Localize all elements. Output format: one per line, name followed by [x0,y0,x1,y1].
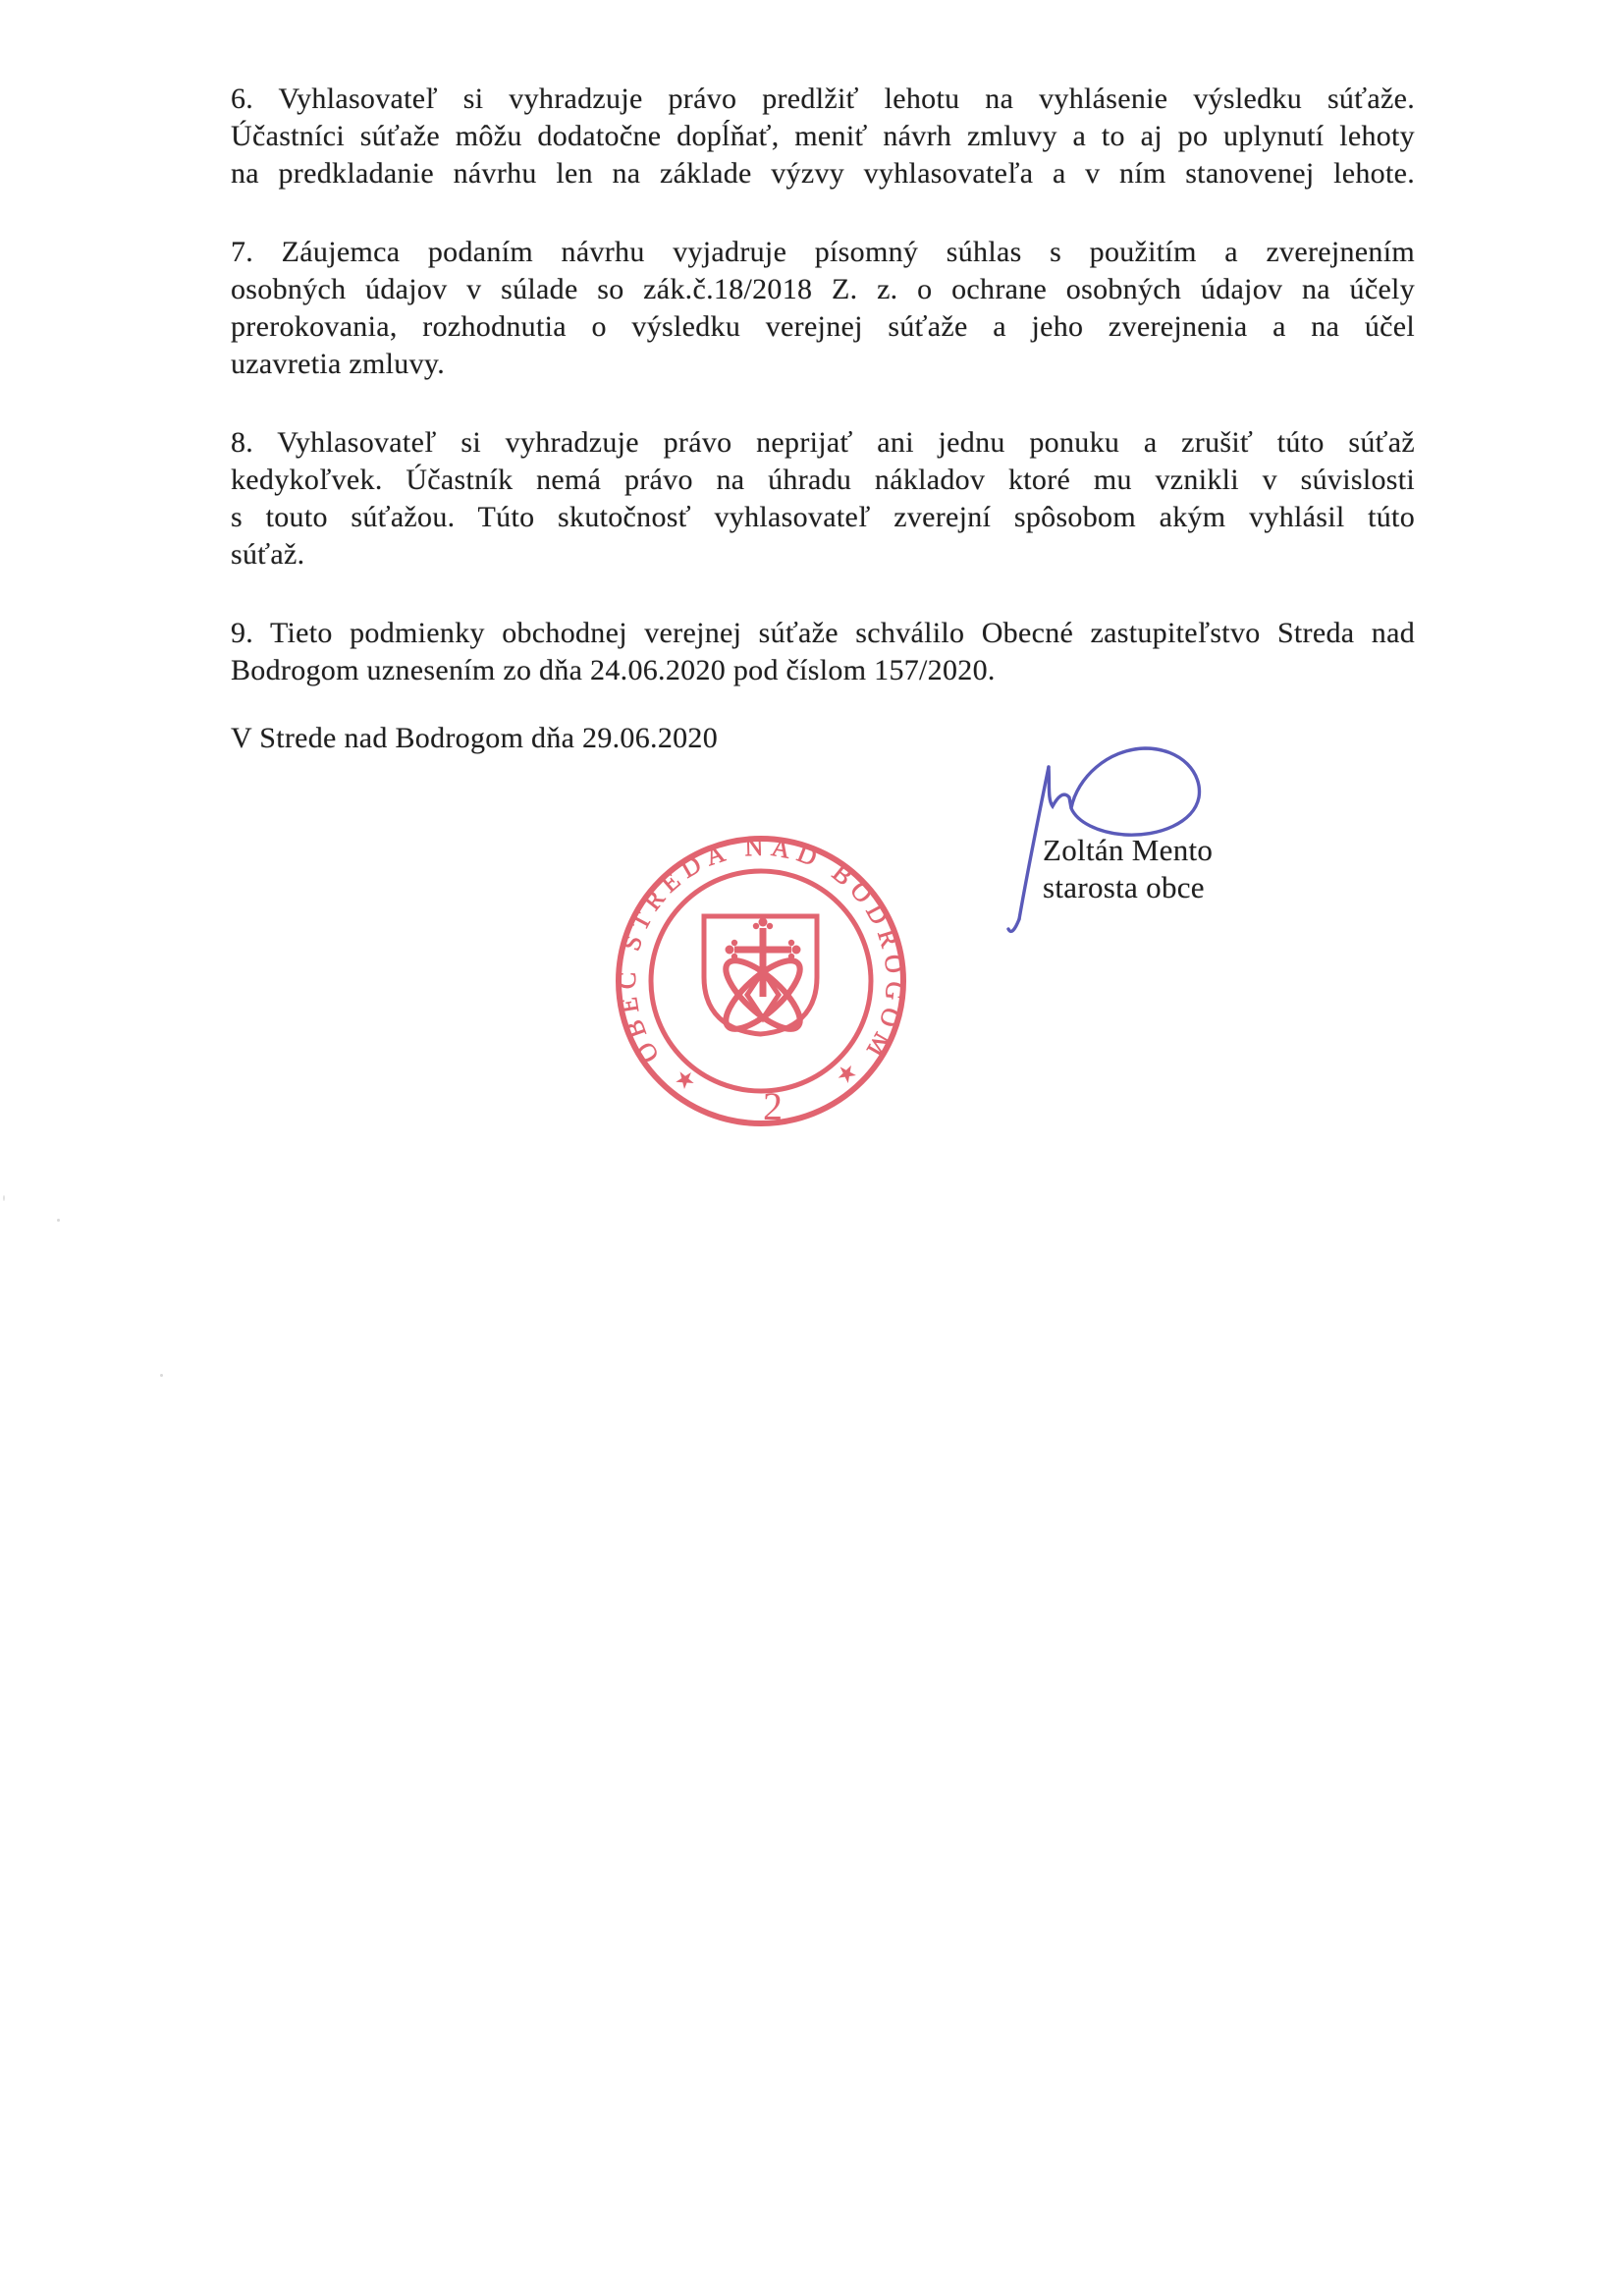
paragraph-line: 6. Vyhlasovateľ si vyhradzuje právo predlžiť lehotu na vyhlásenie výsledku súťaže. [231,82,1415,115]
scan-speck [57,1219,60,1222]
signatory-block [1043,832,1213,906]
document-body [231,81,1415,731]
paragraph [231,615,1415,689]
paragraph-line: Bodrogom uznesením zo dňa 24.06.2020 pod číslom 157/2020. [231,654,996,686]
coat-of-arms [704,916,817,1039]
stamp-ring-text: OBEC STREDA NAD BODROGOM [612,832,910,1068]
dateline: V Strede nad Bodrogom dňa 29.06.2020 [231,722,719,754]
paragraph-line: súťaž. [231,538,305,571]
paragraph-line: uzavretia zmluvy. [231,348,446,380]
paragraph-line: s touto súťažou. Túto skutočnosť vyhlasovateľ zverejní spôsobom akým vyhlásil túto [231,501,1415,533]
paragraph-line: 8. Vyhlasovateľ si vyhradzuje právo neprijať ani jednu ponuku a zrušiť túto súťaž [231,426,1415,459]
paragraph-line: na predkladanie návrhu len na základe výzvy vyhlasovateľa a v ním stanovenej lehote. [231,157,1415,190]
paragraph-line: 7. Záujemca podaním návrhu vyjadruje písomný súhlas s použitím a zverejnením [231,236,1415,268]
paragraph-line: prerokovania, rozhodnutia o výsledku verejnej súťaže a jeho zverejnenia a na účel [231,310,1415,343]
scan-speck [3,1195,5,1201]
official-stamp [601,828,921,1148]
signatory-name: Zoltán Mento [1043,833,1214,867]
paragraph [231,81,1415,192]
signatory-title: starosta obce [1043,870,1205,904]
scan-speck [160,1374,163,1377]
paragraph-line: osobných údajov v súlade so zák.č.18/2018 Z. z. o ochrane osobných údajov na účely [231,273,1415,305]
paragraph-line: Účastníci súťaže môžu dodatočne dopĺňať, meniť návrh zmluvy a to aj po uplynutí lehoty [231,120,1415,152]
paragraph-line: 9. Tieto podmienky obchodnej verejnej súťaže schválilo Obecné zastupiteľstvo Streda nad [231,617,1415,649]
paragraph [231,424,1415,574]
paragraph [231,234,1415,383]
star-icon-right: ★ [831,1058,862,1091]
star-icon-left: ★ [669,1064,702,1097]
stamp-number: 2 [763,1084,783,1128]
paragraph-line: kedykoľvek. Účastník nemá právo na úhradu nákladov ktoré mu vznikli v súvislosti [231,464,1415,496]
